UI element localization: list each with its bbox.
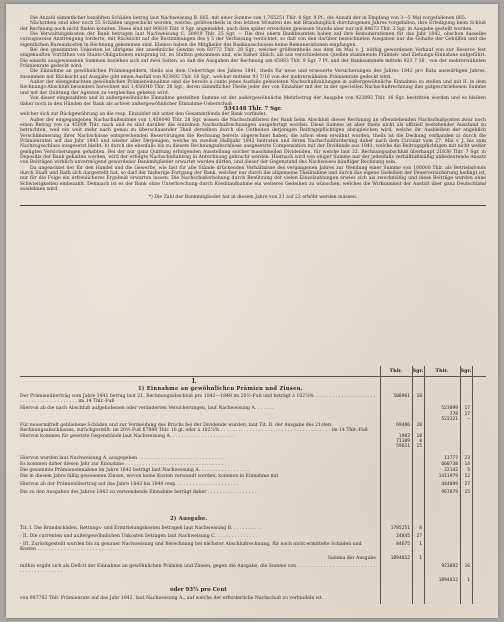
table-cell-thlr: 71389 — [396, 439, 410, 444]
paragraph-surplus: Von dieser eingezahlten und in außergewöhnliche Einnahme gestellten Summe ist der außergewöhnliche Mehrbetrag der Ausgabe von 923892 Thlr. 16 Sgr. bestritten worden und es bleiben daher noch in den Händen der Bank als activer außergewöhnlicher Einnahme-Ueberschuß — [20, 96, 486, 107]
table-cell-sgr-total: 15 — [464, 490, 470, 495]
section-title-income: 1) Einnahme an gewöhnlichen Prämien und Zinsen. — [138, 386, 303, 392]
footnote: *) Die Zahl der Bankmitglieder hat in diesem Jahre von 21 auf 22 erhöht werden müssen. — [148, 195, 358, 201]
table-cell-thlr: 508961 — [393, 394, 410, 399]
table-cell-thlr: 59611 — [396, 444, 410, 449]
deficit-percentage: oder 93½ pro Cent — [170, 587, 227, 593]
column-rule — [424, 366, 425, 604]
table-row-label: Hiervon ab die nach Abschluß aufgehobenen oder veränderten Versicherungen, laut Nachweisung A. . . . . . . — [20, 406, 274, 411]
table-row-label: Tit. I. Die Brandschäden, Rettungs- und Ermittelungskosten betragen laut Nachweisung B. . . . . . . . . . . — [20, 526, 262, 531]
paragraph-closing-remarks: Da ungeachtet der für den Handel und die Gewerbe, wie fast für alle Stände drückenden Verhältnisse des vergangenen Jahres zur Wendung einer Summe von 100000 Thlr. als Betriebsfonds durch Stadt und Rath sich dargestellt hat, so darf der bisherige Fortgang der Bank, welcher nur durch die allgemeine Theilnahme und durch das eigene Gedeihen der Feuerversicherung bedingt ist, nur für die Folge ein erfreulicheres Ergebniß erwarten lassen. Die Nachschußerhebung durch Benützung der vielen Einzelzahlungen erwies sich als zweckmäßig und diese Beiträge wurden ohne Schwierigkeiten einbezahlt. Demnach ist es der Bank ohne Unterbrechung durch Kreditaufnahme ein weiteres Gedeihen zu wünschen, welches die Wirksamkeit der Anstalt über ganz Deutschland ausdehnen wird. — [20, 165, 486, 192]
table-cell-sgr-total: 27 — [464, 482, 470, 487]
table-row-label: Hiervon wurden laut Nachweisung A. ausgegeben . . . . . . . . . . . . . . . . . . . . . . . . . . . . . . — [20, 456, 225, 461]
table-cell-sgr-total: 17 — [464, 412, 470, 417]
paragraph-premium-income: Die Einnahme an gewöhnlichen Prämiengeldern, theils aus dem Ueberträge des Jahres 1841, theils für neue und erneuerte Versicherungen des Jahres 1842 pro Rata auswärtigen Jahres, zusammen mit Rücksicht auf Ausgabe gibt einen Ausfall von 923892 Thlr. 16 Sgr., welcher mittelst 93 7/16 von der mehrerwähnten Prämienrate gedeckt wird. — [20, 69, 486, 80]
table-cell-thlr-total: 923892 — [441, 564, 458, 569]
table-cell-sgr-total: 16 — [464, 564, 470, 569]
column-header-sgr-total: Sgr. — [460, 368, 472, 374]
deficit-explanation: von 987762 Thlr. Prämienrate auf das Jahr 1842, laut Nachweisung A., auf welche der erforderliche Nachschuß zu verhindeln ist. — [20, 596, 323, 601]
report-text-body — [20, 16, 486, 206]
table-cell-thlr-total: 444099 — [441, 482, 458, 487]
column-header-thlr: Thlr. — [389, 368, 403, 374]
column-rule — [412, 366, 413, 604]
table-cell-sgr: 1 — [419, 542, 422, 547]
account-table — [20, 366, 486, 608]
table-row-label: Hiervon kommen für gesetzte Gegenstände laut Nachweisung A. . . . . . . . . . . . . . . . . . . . . . . — [20, 434, 236, 439]
surplus-amount: 534148 Thlr. 7 Sgr. — [224, 105, 282, 112]
table-cell-sgr: 8 — [419, 439, 422, 444]
table-cell-sgr: 18 — [416, 394, 422, 399]
paragraph-refund: welcher sich zur Rückgewährung an die resp. Einzahler mit unter den Gesammtfonds der Bank vorfindet. — [20, 112, 267, 118]
table-cell-thlr-total: 660738 — [441, 462, 458, 467]
table-cell-thlr: 1894812 — [390, 556, 410, 561]
table-cell-thlr-total: 22142 — [444, 468, 458, 473]
section-divider — [20, 205, 486, 206]
table-row-label: Es kommen daher diesen Jahr zur Einnahme . . . . . . . . . . . . . . . . . . . . . . . . . . . . . . . . . . — [20, 462, 224, 467]
table-row-label: mithin ergibt sich als Deficit der Einnahme an gewöhnlichen Prämien und Zinsen, gegen die Ausgabe, die Summe von . . . . . . . . . . . . . . . . . . . . . . . . . . . . . . . . . . . . . . . . . . — [20, 564, 375, 575]
table-cell-sgr: 1 — [419, 556, 422, 561]
column-header-sgr: Sgr. — [412, 368, 424, 374]
table-row-label: Die gesammte Prämieneinnahme im Jahre 1842 beträgt laut Nachweisung A. . . . . . . . . . . . . . . . . . — [20, 468, 250, 473]
column-rule — [472, 366, 473, 604]
table-row-label: Hiervon ab der Prämienübertrag auf das Jahre 1843 bis 1849 resp. . . . . . . . . . . . . . . . . . . . . . — [20, 482, 238, 487]
table-cell-sgr: 8 — [419, 526, 422, 531]
column-header-thlr-total: Thlr. — [435, 368, 449, 374]
document-page — [6, 4, 498, 618]
table-cell-thlr-total: 523899 — [441, 406, 458, 411]
table-cell-sgr-total: 23 — [464, 456, 470, 461]
section-number: I. — [192, 378, 197, 385]
table-row-label: Die in diesem Jahre fällig gewesenen Zinsen, wovon keine Kosten verwandt worden, kommen in Einnahme mit — [20, 474, 279, 479]
table-cell-thlr-total: 1411979 — [438, 474, 458, 479]
table-cell-sgr-total: 5 — [467, 468, 470, 473]
table-cell-sgr-total: 17 — [464, 406, 470, 411]
paragraph-outstanding-contributions: Außer der eingegangenen Nachschußsumme von 1,456040 Thlr. 28 Sgr. wissen die Nachschußlisten der Bank beim Abschluß dieses Rechnung an offenstehenden Nachschußposten zwar noch einen Betrag von ca 45009 Thlr. nach und es sind darüber die einzelnen Nachschußrechnungen ausgefertigt worden. Diese Summe ist aber theils nicht als offiziell bestehender Ausstand zu betrachten, weil ein weit mehr nach genau zu überschauender Theil derselben durch die Gutheiten derjenigen Beitragspflichtigen abzugleichen wird, welche ihr Ausbleiben der angeblich Verschlimmerung ihrer Nachschüsse entsprechenden Reservirungen die Rechnung bereits abgerechnet haben, die schon eben erwähnt worden, theils ist die Deckung vorhanden a) durch die Prämienraten auf das Jahr 1843 und wieder aller Derjenigen, welche im zweiten Halbjahr 1842 beitraten und deren Nachschußforderung daher nach dem Circular vom 27. Mai v. J. bis zum Nachzugsschluss ausgesetzt bleibt; b) durch die ebenfalls bis zu diesem Rechnungsabschlusse ausgesetzte Compensation mit der Dividende aus 1841, welche die Beitragspflichtigen mit nicht weiter genügten Versicherungen gehabten. Bei der nur ganz Quittung erfolgenden Ausstellung solcher maschinellen Dividenden, für welche laut 22. Rechnungsabschluß überhaupt 21838 Thlr. 7 Sgr. in Depositis der Bank gehalten werden, wird der erfolgte Nachschußabtrag in Anrechnung gebracht werden. Hiernach wird von obiger Summe nur der jedenfalls verhältnißmäßig unbedeutende Ansatz von Beiträgen wirklich unvermögend gewordener Bankmitglieder erwartet werden dürfen, und dieser der Gegenstand des Nachweises künftiger Rechnung sein. — [20, 117, 486, 166]
table-cell-thlr: 69486 — [396, 423, 410, 428]
paragraph-administration-costs: Die Verwaltungskosten der Bank betrugen laut Nachweisung C. 30919 Thlr. 25 Sgr. — Die drei ohern Bankbeamten haben auf ihre Remunerationen für das Jahr 1842, obschon dasselbe vorzugsweise Anstrengung forderte, mit Rücksicht auf die Bestimmungen des § 5 der Verfassung verzichtet, so daß von den darüber bezeichneten Ausgaben nur die Gehalte der Gehülfen und die eigentlichen Bureaukosten in Rechnung gekommen sind. Ebenso haben die Mitglieder des Bankausschusses keine Remunerationen empfangen. — [20, 32, 486, 48]
table-cell-thlr-total: 523321 — [441, 417, 458, 422]
table-row-label: Die zu den Ausgaben des Jahres 1843 zu verwendende Einnahme beträgt daher . . . . . . . . . . . . . . . . . — [20, 490, 257, 495]
table-cell-sgr: 15 — [416, 444, 422, 449]
table-cell-thlr: 84675 — [396, 542, 410, 547]
table-row-label: Der Prämienüberträg vom Jahre 1841 betrug laut 21. Rechnungsabschluß pro 1842—1848 im 20½-Fuß und beträgt à 102⅞% . . . . . . . . . . . . . . . . . . . . . . . . . . . . . . . . . . . . . . . . . im 14 Thlr.-Fuß — [20, 394, 376, 405]
paragraph-extraordinary-income: Außer der ebengedachten gewöhnlichen Prämieneinnahme sind die bereits a conto jenes Ausfalls geleisteten Nachschußzahlungen in außergewöhnliche Einnahme zu stellen und mit II. in dem Rechnungs-Abschluß besonders berechnet mit 1,456040 Thlr. 28 Sgr., deren sämmtlicher Theile jeder der von Einzahler mit der in der speciellen Nachschußrechnung ihm gutgeschriebenen Summe und mit der Quittung der Agenten zu vergleichen gebeten wird. — [20, 80, 486, 96]
table-cell-thlr-total: 778 — [449, 412, 458, 417]
table-cell-thlr: 1902 — [398, 434, 410, 439]
table-row-label: Summa der Ausgabe — [327, 556, 376, 561]
paragraph-damages-count: Die Anzahl sämmtlicher bezahlten Schäden betrug laut Nachweisung B. 865, mit einer Summe von 1,765251 Thlr. 8 Sgr. 9 Pf.; die Anzahl der in Empfang von 3—5 Mal vorgefallenen 665. — [30, 16, 467, 21]
table-row-label: - III. Zurückgestellt wurden bis zu genauer Nachweisung und Berechnung bei nächster Abschlußrechnung, für noch nicht ermittelte Schäden und Kosten . . . . . . . . . . . . . . . . . . . . . . . . . . . . — [20, 542, 362, 553]
table-cell-sgr: 20 — [416, 423, 422, 428]
table-cell-sgr: 18 — [416, 434, 422, 439]
header-rule — [20, 376, 486, 377]
table-cell-thlr-total: 967879 — [441, 490, 458, 495]
table-row-label: Für neuermittelt gebliebene Schäden und zur Vermeidung des Bruchs bei der Dividende wurden, laut Tit. II. der Ausgabe des 21sten Rechnungsabschlusses, zurückgestellt: im 20½-Fuß 67086 Thlr. 16 gl. oder à 102⅞% . . . . . . . . . . . . . . . . . . . . . . . . . . . . . . . . . . . . . . im 14 Thlr.-Fuß — [20, 423, 368, 434]
table-cell-sgr-total: — — [467, 417, 470, 422]
table-row-label: - II. Die currenten und außergewöhnlichen Unkosten betragen laut Nachweisung C. . . . . . . . . . . . . . . — [20, 534, 257, 539]
table-cell-sgr: 27 — [416, 534, 422, 539]
paragraph-profit: Bei den gesammten Unkosten ist übrigens der ansehnliche Gewinn von 69773 Thlr. 28 Sgr., welcher größtentheils aus dem im Mai v. J. nöthig gewordenen Verkauf von zur Reserve fest eingekauften Vorräthen von Staats-Obligationen entsprang ist, zu Statten gekommen und, wie bisher üblich, als aus verschiedenen Quellen stammende Prämien- und Ziehungs-Einnahme aufgeführt. Die einzeln ausgewiesenen Summen beziehen sich auf zwei Seiten, so daß die Ausgaben der Rechnung um 65883 Thlr. 9 Sgr. 7 Pf. und der Banksummeln mitteln 923 7 16 , von der mehrerwähnten Prämienrate gedeckt wird. — [20, 48, 486, 70]
table-cell-thlr: 24845 — [396, 534, 410, 539]
table-cell-thlr: 1785251 — [390, 526, 410, 531]
column-rule — [380, 366, 381, 604]
table-cell-thlr-total: 11777 — [444, 456, 458, 461]
table-cell-sgr-total: 14 — [464, 462, 470, 467]
table-cell-thlr-total: 1894812 — [438, 578, 458, 583]
paragraph-outstanding-damages: Nächstdem sind aber noch 55 Schäden ungeschickt worden, welche, größtentheils in den letzten Monaten des mit Brandunglück durchzogenen Jahres vorgefallen, ihre Erledigung beim Schluß der Rechnung noch nicht finden konnten. Diese sind mit 86830 Thlr. 8 Sgr. angemeldet, nach dem später erreichten gewissen Stande aber nur mit 84673 Thlr. 3 Sgr. in Ausgabe gestellt worden. — [20, 21, 486, 32]
section-title-expenditure: 2) Ausgabe. — [170, 516, 208, 522]
table-cell-sgr-total: 12 — [464, 474, 470, 479]
table-cell-sgr-total: 1 — [467, 578, 470, 583]
